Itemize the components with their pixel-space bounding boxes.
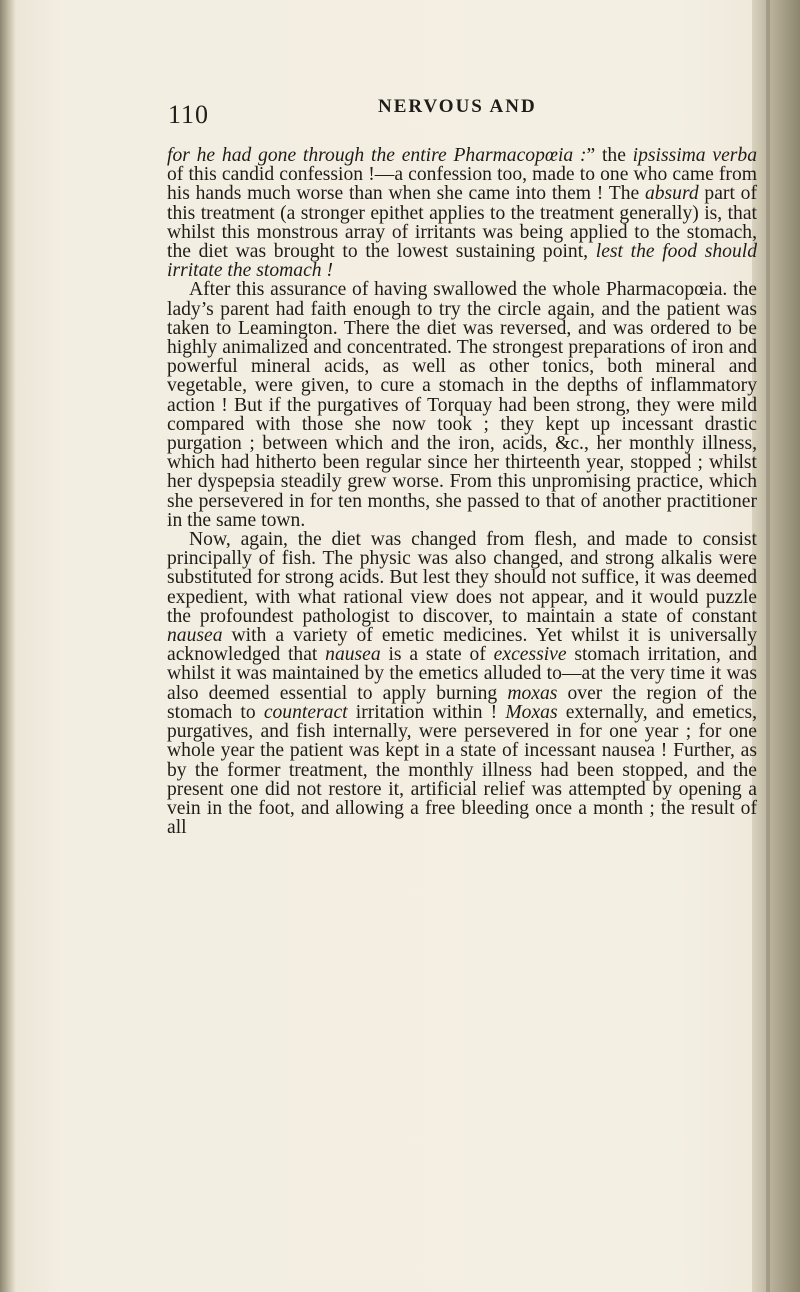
text-span: stomach irritation, and whilst it was maintained by the emetics alluded to—at the very time it was also deemed essential to apply burning	[167, 644, 757, 704]
italic-span: lest the food should irritate the stomach !	[167, 241, 757, 282]
italic-span: moxas	[507, 682, 558, 704]
paragraph-1	[167, 146, 757, 280]
italic-span: Moxas	[505, 701, 558, 723]
italic-span: excessive	[493, 644, 567, 666]
paragraph-2: After this assurance of having swallowed the whole Pharmacopœia. the lady’s parent had faith enough to try the circle again, and the patient was taken to Leamington. There the diet was reversed, and was ordered to be highly animalized and concentrated. The strongest preparations of iron and powerful mineral acids, as well as other tonics, both mineral and vegetable, were given, to cure a stomach in the depths of inflammatory action ! But if the purgatives of Torquay had been strong, they were mild compared with those she now took ; they kept up incessant drastic purgation ; between which and the iron, acids, &c., her monthly illness, which had hitherto been regular since her thirteenth year, stopped ; whilst her dyspepsia steadily grew worse. From this unpromising practice, which she persevered in for ten months, she passed to that of another practitioner in the same town.	[167, 279, 757, 531]
italic-span: for he had gone through the entire Pharmacopœia :	[167, 145, 587, 166]
italic-span: nausea	[325, 644, 381, 666]
text-span: ” the	[586, 145, 633, 166]
text-span: with a variety of emetic medicines. Yet whilst it is universally acknowledged that	[167, 625, 757, 666]
italic-span: counteract	[263, 701, 348, 723]
paragraph-3	[167, 530, 757, 837]
page-header	[0, 96, 800, 136]
text-span: of this candid confession !—a confession too, made to one who came from his hands much worse than when she came into them ! The	[167, 164, 757, 205]
italic-span: absurd	[644, 183, 699, 205]
text-span: part of this treatment (a stronger epithet applies to the treatment generally) is, that whilst this monstrous array of irritants was being applied to the stomach, the diet was brought to the lowest sustaining point,	[167, 183, 757, 263]
text-span: over the region of the stomach to	[167, 682, 758, 723]
italic-span: nausea	[167, 625, 223, 647]
text-span: irritation within !	[347, 701, 506, 723]
text-span: Now, again, the diet was changed from flesh, and made to consist principally of fish. The physic was also changed, and strong alkalis were substituted for strong acids. But lest they should not suffice, it was deemed expedient, with what rational view does not appear, and it would puzzle the profoundest pathologist to discover, to maintain a state of constant	[167, 529, 757, 627]
text-span: externally, and emetics, purgatives, and fish internally, were persevered in for one year ; for one whole year the patient was kept in a state of incessant nausea ! Further, as by the former treatment, the monthly illness had been stopped, and the present one did not restore it, artificial relief was attempted by opening a vein in the foot, and allowing a free bleeding once a month ; the result of all	[167, 701, 757, 839]
book-spine-edge	[752, 0, 800, 1292]
text-span: is a state of	[380, 644, 494, 666]
page-gutter-shadow	[0, 0, 16, 1292]
italic-span: ipsissima verba	[632, 145, 757, 166]
running-title: NERVOUS AND	[378, 96, 537, 117]
page-number: 110	[168, 100, 210, 129]
body-text	[167, 146, 757, 837]
